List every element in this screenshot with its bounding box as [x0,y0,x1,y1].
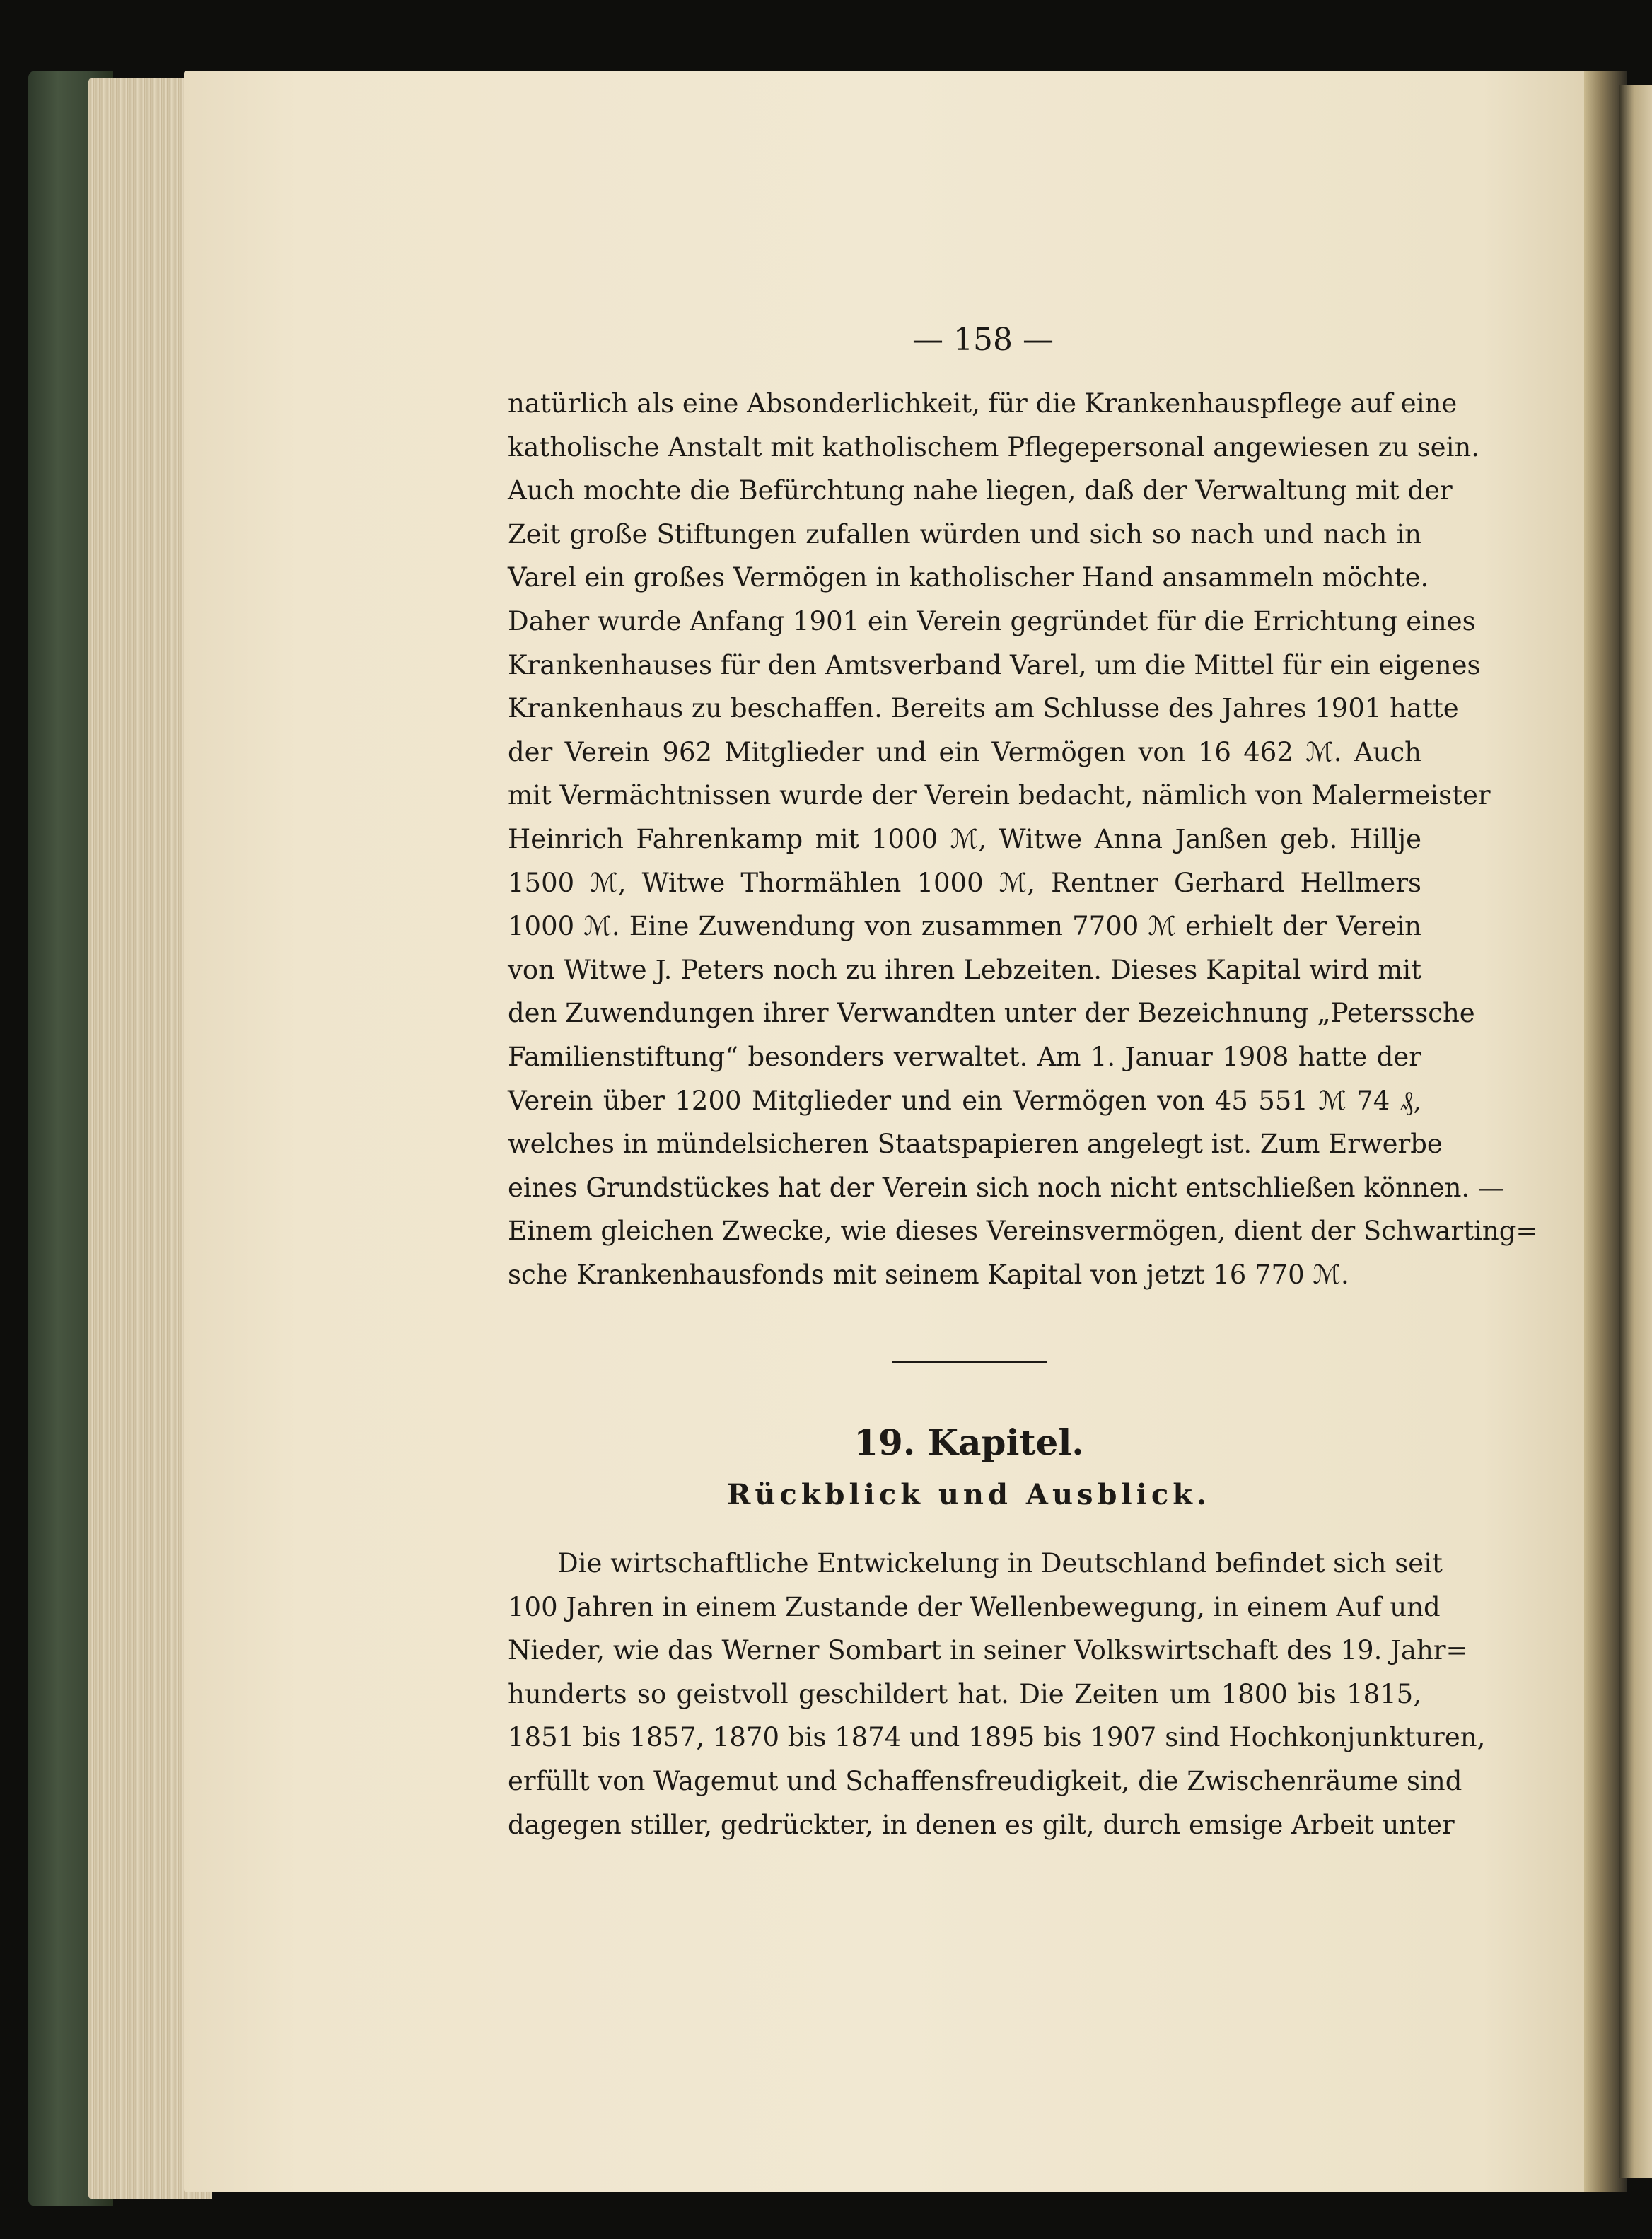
text-line: Familienstiftung“ besonders verwaltet. Am 1. Januar 1908 hatte der [508,1041,1421,1072]
section-divider [892,1361,1047,1363]
text-line: 1000 ℳ. Eine Zuwendung von zusammen 7700 ℳ erhielt der Verein [508,911,1421,942]
text-line: Auch mochte die Befürchtung nahe liegen, daß der Verwaltung mit der [508,475,1453,506]
text-line: 100 Jahren in einem Zustande der Wellenbewegung, in einem Auf und [508,1591,1441,1622]
text-line: erfüllt von Wagemut und Schaffensfreudigkeit, die Zwischenräume sind [508,1765,1462,1796]
text-line: welches in mündelsicheren Staatspapieren angelegt ist. Zum Erwerbe [508,1129,1443,1160]
text-line: mit Vermächtnissen wurde der Verein bedacht, nämlich von Malermeister [508,780,1491,811]
paragraph-main [508,382,1538,1296]
text-line: der Verein 962 Mitglieder und ein Vermögen von 16 462 ℳ. Auch [508,736,1421,767]
text-line: Daher wurde Anfang 1901 ein Verein gegründet für die Errichtung eines [508,605,1476,636]
text-line: Krankenhauses für den Amtsverband Varel, um die Mittel für ein eigenes [508,649,1481,680]
text-line: Verein über 1200 Mitglieder und ein Vermögen von 45 551 ℳ 74 ₰, [508,1085,1421,1116]
text-line: eines Grundstückes hat der Verein sich noch nicht entschließen können. — [508,1172,1504,1203]
text-line: Krankenhaus zu beschaffen. Bereits am Schlusse des Jahres 1901 hatte [508,693,1459,724]
chapter-title: 19. Kapitel. [854,1421,1084,1463]
text-line: Nieder, wie das Werner Sombart in seiner Volkswirtschaft des 19. Jahr= [508,1635,1468,1666]
text-line: katholische Anstalt mit katholischem Pflegepersonal angewiesen zu sein. [508,431,1480,463]
text-line: Varel ein großes Vermögen in katholischer Hand ansammeln möchte. [508,562,1429,593]
text-line: von Witwe J. Peters noch zu ihren Lebzeiten. Dieses Kapital wird mit [508,954,1421,985]
text-line: Zeit große Stiftungen zufallen würden und sich so nach und nach in [508,518,1421,549]
text-line: Einem gleichen Zwecke, wie dieses Vereinsvermögen, dient der Schwarting= [508,1216,1538,1247]
next-page-sliver [1619,85,1652,2178]
text-line: den Zuwendungen ihrer Verwandten unter der Bezeichnung „Peterssche [508,998,1475,1029]
text-line: 1500 ℳ, Witwe Thormählen 1000 ℳ, Rentner Gerhard Hellmers [508,867,1421,898]
text-line: dagegen stiller, gedrückter, in denen es gilt, durch emsige Arbeit unter [508,1809,1455,1840]
text-line: natürlich als eine Absonderlichkeit, für die Krankenhauspflege auf eine [508,388,1458,419]
paragraph-chapter-intro [508,1542,1486,1847]
text-line: sche Krankenhausfonds mit seinem Kapital von jetzt 16 770 ℳ. [508,1259,1349,1290]
text-line: Heinrich Fahrenkamp mit 1000 ℳ, Witwe Anna Janßen geb. Hillje [508,823,1421,854]
chapter-subtitle: Rückblick und Ausblick. [727,1478,1211,1511]
text-line: Die wirtschaftliche Entwickelung in Deutschland befindet sich seit [557,1548,1443,1578]
page-number: — 158 — [912,322,1054,358]
text-line: hunderts so geistvoll geschildert hat. Die Zeiten um 1800 bis 1815, [508,1678,1421,1709]
text-line: 1851 bis 1857, 1870 bis 1874 und 1895 bis 1907 sind Hochkonjunkturen, [508,1722,1486,1753]
